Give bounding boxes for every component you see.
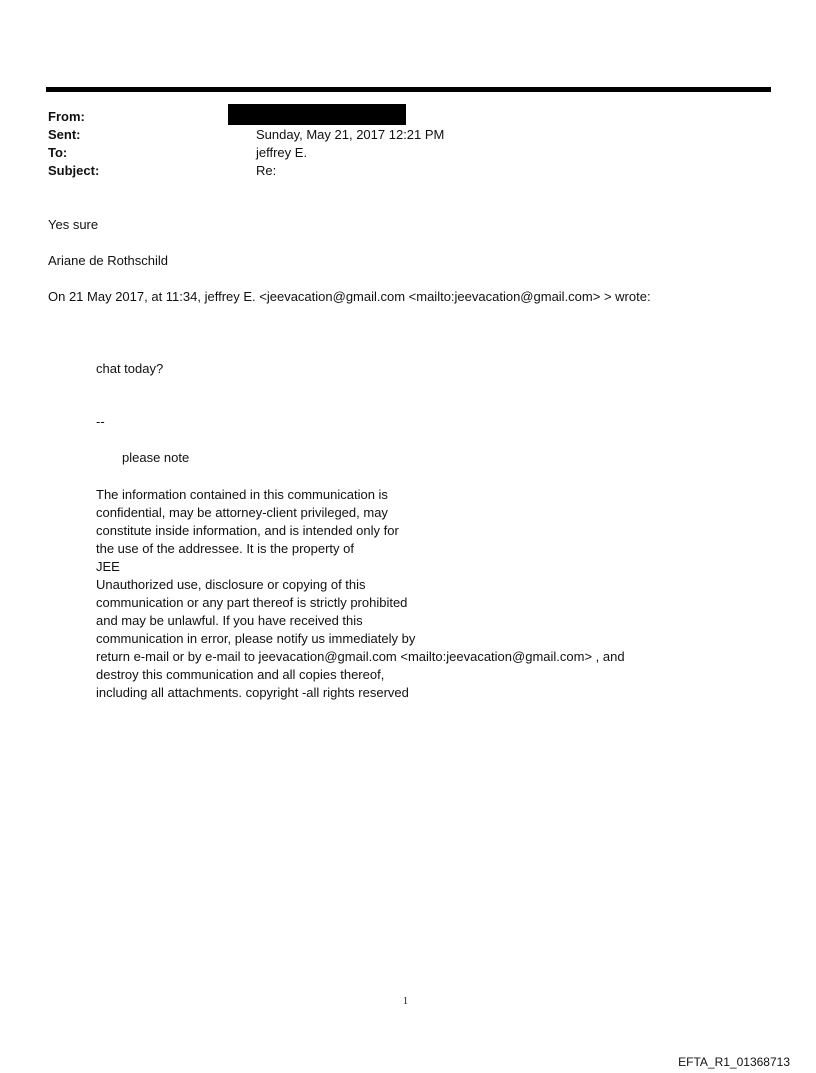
- disclaimer-line: the use of the addressee. It is the property of: [96, 541, 354, 556]
- disclaimer-line: destroy this communication and all copies thereof,: [96, 667, 385, 682]
- signature: Ariane de Rothschild: [48, 253, 168, 268]
- sent-label: Sent:: [48, 127, 81, 142]
- disclaimer-line: confidential, may be attorney-client privileged, may: [96, 505, 388, 520]
- please-note: please note: [122, 450, 190, 465]
- from-label: From:: [48, 109, 85, 124]
- reply-text: Yes sure: [48, 217, 99, 232]
- separator: --: [96, 414, 105, 429]
- to-label: To:: [48, 145, 68, 160]
- subject-label: Subject:: [48, 163, 100, 178]
- disclaimer-line: including all attachments. copyright -all rights reserved: [96, 685, 409, 700]
- disclaimer: [96, 486, 625, 702]
- redacted-sender: [228, 104, 406, 125]
- sent-value: Sunday, May 21, 2017 12:21 PM: [256, 127, 445, 142]
- quote-intro: On 21 May 2017, at 11:34, jeffrey E. <jeevacation@gmail.com <mailto:jeevacation@gmail.com> > wrote:: [48, 289, 651, 304]
- header-rule: [46, 87, 771, 92]
- disclaimer-line: Unauthorized use, disclosure or copying of this: [96, 577, 366, 592]
- disclaimer-line: constitute inside information, and is intended only for: [96, 523, 399, 538]
- subject-value: Re:: [256, 163, 277, 178]
- quoted-message: chat today?: [96, 361, 164, 376]
- disclaimer-line: JEE: [96, 559, 120, 574]
- disclaimer-line: return e-mail or by e-mail to jeevacation@gmail.com <mailto:jeevacation@gmail.com> , and: [96, 649, 625, 664]
- bates-number: EFTA_R1_01368713: [678, 1055, 790, 1069]
- disclaimer-line: and may be unlawful. If you have received this: [96, 613, 363, 628]
- disclaimer-line: The information contained in this communication is: [96, 487, 388, 502]
- disclaimer-line: communication in error, please notify us immediately by: [96, 631, 416, 646]
- disclaimer-line: communication or any part thereof is strictly prohibited: [96, 595, 408, 610]
- page-number: 1: [403, 996, 408, 1007]
- to-value: jeffrey E.: [256, 145, 308, 160]
